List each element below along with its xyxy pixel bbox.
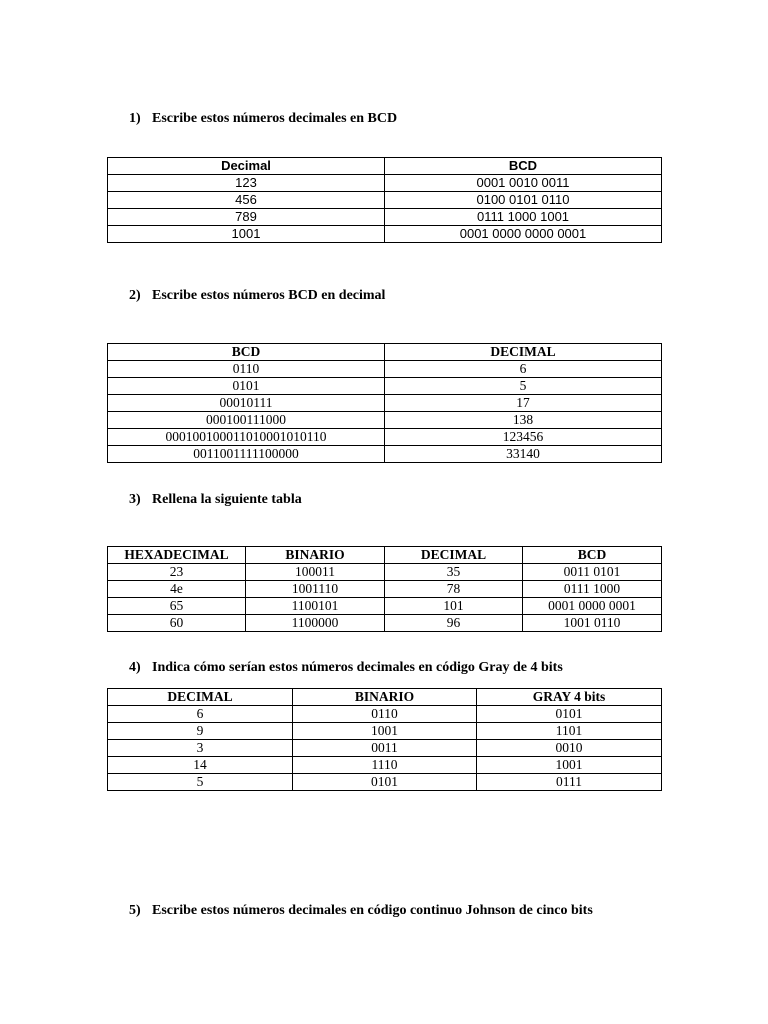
table-cell: 000100100011010001010110 xyxy=(108,429,385,446)
section-title: Indica cómo serían estos números decimales en código Gray de 4 bits xyxy=(152,660,563,675)
table-header-row xyxy=(108,158,662,175)
table-row xyxy=(108,192,662,209)
table-cell: 0101 xyxy=(477,706,662,723)
table-cell: 65 xyxy=(108,598,246,615)
section-1-heading xyxy=(129,110,397,128)
table-cell: 35 xyxy=(385,564,523,581)
table-cell: 100011 xyxy=(246,564,385,581)
table-cell: 96 xyxy=(385,615,523,632)
table-cell: 1001 xyxy=(108,226,385,243)
table-row xyxy=(108,378,662,395)
table-row xyxy=(108,175,662,192)
table-row xyxy=(108,209,662,226)
table-row xyxy=(108,361,662,378)
section-title: Escribe estos números decimales en BCD xyxy=(152,111,398,126)
table-row xyxy=(108,615,662,632)
section-number: 4) xyxy=(129,660,141,675)
table-row xyxy=(108,774,662,791)
column-header: HEXADECIMAL xyxy=(108,547,246,564)
table-cell: 1001110 xyxy=(246,581,385,598)
table-cell: 1001 0110 xyxy=(523,615,662,632)
table-cell: 0011 0101 xyxy=(523,564,662,581)
table-cell: 1001 xyxy=(477,757,662,774)
column-header: BINARIO xyxy=(293,689,477,706)
table-cell: 0101 xyxy=(293,774,477,791)
table-cell: 0111 xyxy=(477,774,662,791)
column-header: DECIMAL xyxy=(385,547,523,564)
table-header-row xyxy=(108,689,662,706)
table-cell: 17 xyxy=(385,395,662,412)
table-cell: 0011001111100000 xyxy=(108,446,385,463)
table-cell: 78 xyxy=(385,581,523,598)
table-cell: 0111 1000 1001 xyxy=(385,209,662,226)
column-header: GRAY 4 bits xyxy=(477,689,662,706)
table-cell: 0110 xyxy=(293,706,477,723)
conversion-table xyxy=(107,546,662,632)
column-header: DECIMAL xyxy=(385,344,662,361)
table-cell: 6 xyxy=(108,706,293,723)
table-cell: 0001 0000 0000 0001 xyxy=(385,226,662,243)
table-cell: 9 xyxy=(108,723,293,740)
section-title: Escribe estos números BCD en decimal xyxy=(152,288,386,303)
section-2-heading xyxy=(129,287,385,305)
section-title: Rellena la siguiente tabla xyxy=(152,492,302,507)
table-row xyxy=(108,395,662,412)
table-row xyxy=(108,581,662,598)
decimal-to-bcd-table xyxy=(107,157,662,243)
table-cell: 1100000 xyxy=(246,615,385,632)
table-cell: 789 xyxy=(108,209,385,226)
column-header: BCD xyxy=(523,547,662,564)
table-cell: 1001 xyxy=(293,723,477,740)
table-cell: 0101 xyxy=(108,378,385,395)
table-cell: 14 xyxy=(108,757,293,774)
table-row xyxy=(108,706,662,723)
column-header: DECIMAL xyxy=(108,689,293,706)
section-number: 3) xyxy=(129,492,141,507)
table-row xyxy=(108,598,662,615)
table-cell: 0011 xyxy=(293,740,477,757)
table-row xyxy=(108,757,662,774)
table-header-row xyxy=(108,547,662,564)
column-header: BCD xyxy=(108,344,385,361)
table-row xyxy=(108,564,662,581)
table-cell: 23 xyxy=(108,564,246,581)
section-number: 5) xyxy=(129,903,141,918)
section-number: 2) xyxy=(129,288,141,303)
table-header-row xyxy=(108,344,662,361)
table-cell: 138 xyxy=(385,412,662,429)
table-cell: 456 xyxy=(108,192,385,209)
table-cell: 00010111 xyxy=(108,395,385,412)
table-cell: 101 xyxy=(385,598,523,615)
table-cell: 4e xyxy=(108,581,246,598)
column-header: BCD xyxy=(385,158,662,175)
table-cell: 123456 xyxy=(385,429,662,446)
table-cell: 1100101 xyxy=(246,598,385,615)
table-cell: 0010 xyxy=(477,740,662,757)
table-cell: 5 xyxy=(385,378,662,395)
table-row xyxy=(108,446,662,463)
table-cell: 6 xyxy=(385,361,662,378)
table-cell: 3 xyxy=(108,740,293,757)
table-cell: 1110 xyxy=(293,757,477,774)
table-cell: 123 xyxy=(108,175,385,192)
table-cell: 5 xyxy=(108,774,293,791)
section-title: Escribe estos números decimales en código continuo Johnson de cinco bits xyxy=(152,903,593,918)
section-4-heading xyxy=(129,659,563,677)
column-header: BINARIO xyxy=(246,547,385,564)
table-cell: 0001 0010 0011 xyxy=(385,175,662,192)
section-3-heading xyxy=(129,491,302,509)
table-cell: 0100 0101 0110 xyxy=(385,192,662,209)
table-row xyxy=(108,429,662,446)
table-cell: 1101 xyxy=(477,723,662,740)
gray-code-table xyxy=(107,688,662,791)
table-cell: 60 xyxy=(108,615,246,632)
table-cell: 0001 0000 0001 xyxy=(523,598,662,615)
table-row xyxy=(108,740,662,757)
column-header: Decimal xyxy=(108,158,385,175)
section-5-heading xyxy=(129,902,593,920)
table-row xyxy=(108,723,662,740)
table-cell: 0111 1000 xyxy=(523,581,662,598)
table-cell: 000100111000 xyxy=(108,412,385,429)
bcd-to-decimal-table xyxy=(107,343,662,463)
table-cell: 33140 xyxy=(385,446,662,463)
table-cell: 0110 xyxy=(108,361,385,378)
section-number: 1) xyxy=(129,111,141,126)
table-row xyxy=(108,412,662,429)
table-row xyxy=(108,226,662,243)
